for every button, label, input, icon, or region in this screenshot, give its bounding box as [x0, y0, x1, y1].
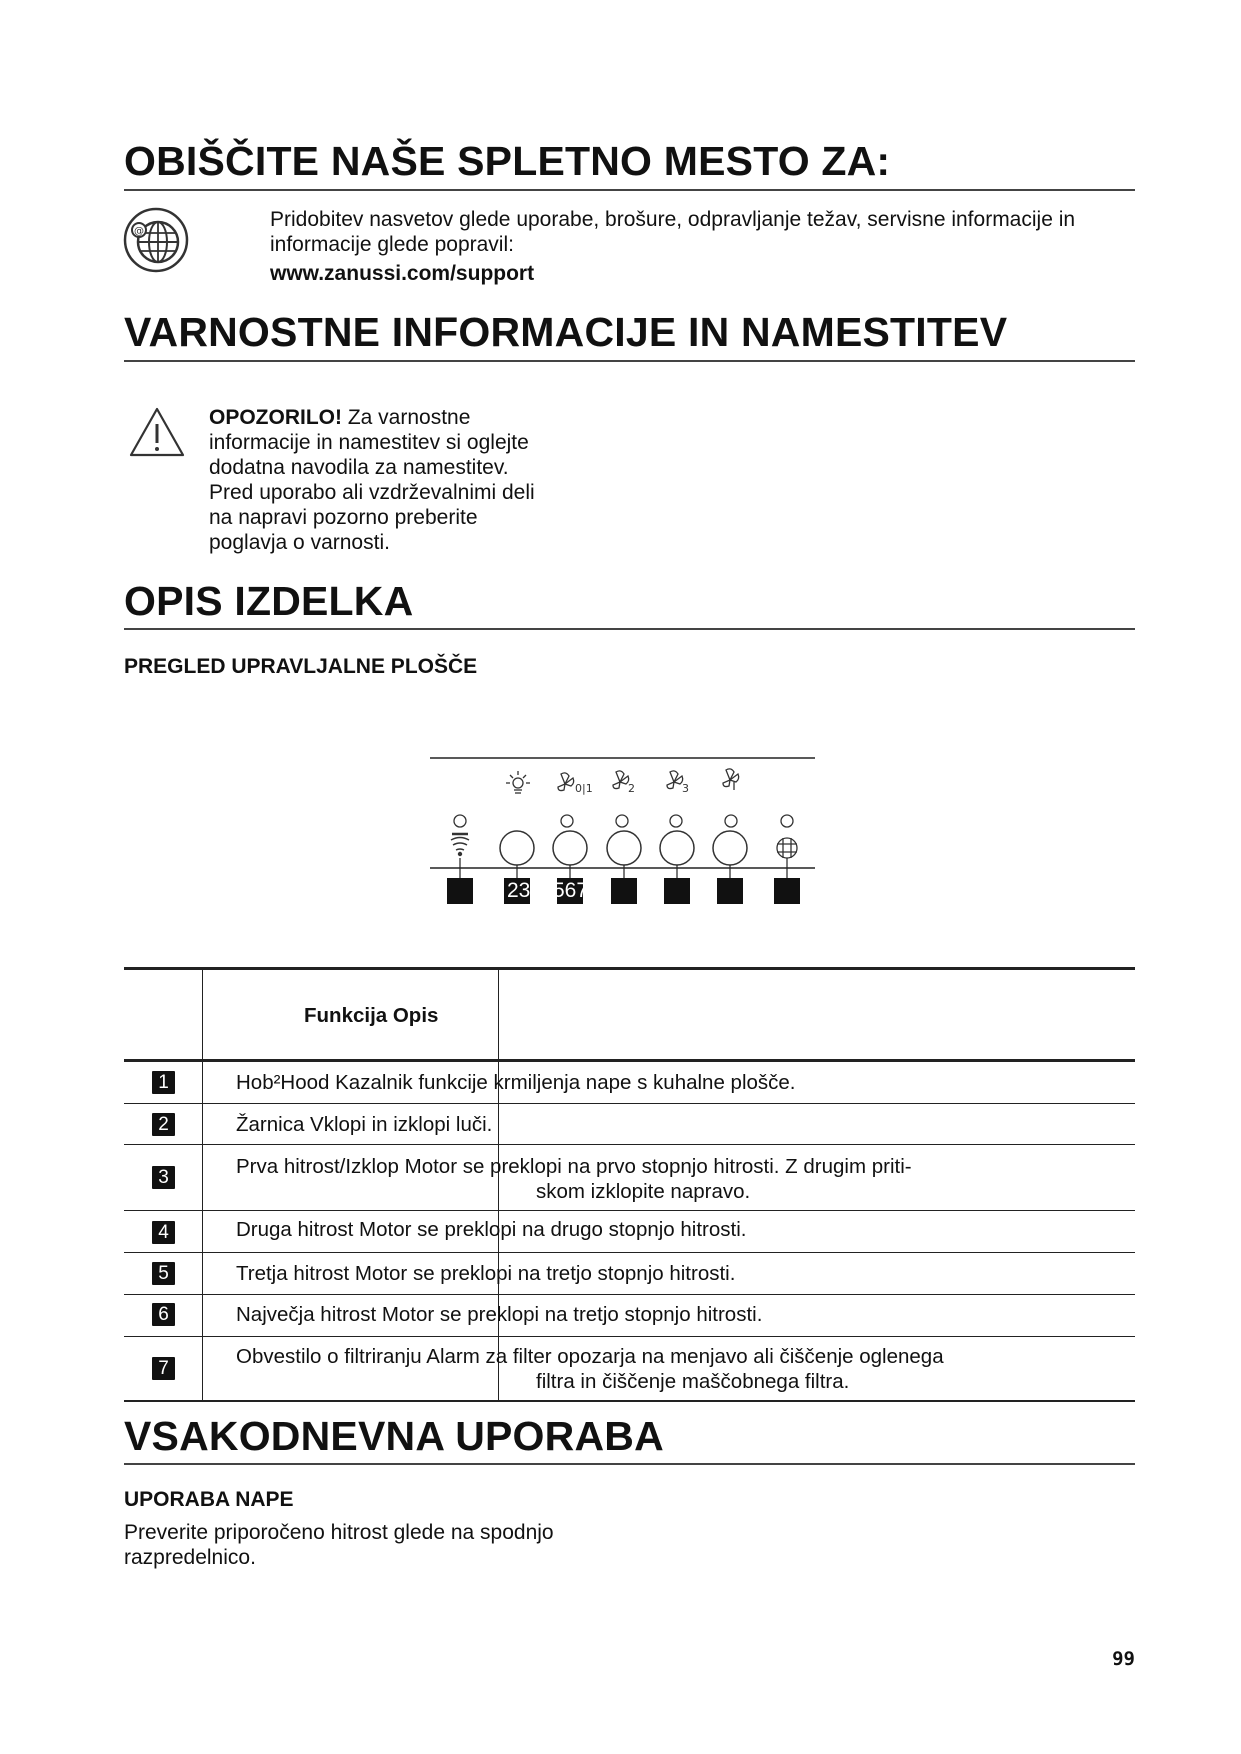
globe-web-icon [122, 206, 190, 274]
heading-rule [124, 360, 1135, 362]
row-number-badge: 2 [152, 1113, 175, 1136]
daily-use-line: Preverite priporočeno hitrost glede na spodnjo [124, 1521, 554, 1544]
svg-text:2: 2 [628, 782, 635, 795]
callout-box [447, 878, 473, 904]
heading-safety: VARNOSTNE INFORMACIJE IN NAMESTITEV [124, 309, 1008, 355]
callout-label: 567 [553, 879, 589, 902]
warning-line: Pred uporabo ali vzdrževalnimi deli [209, 481, 535, 504]
support-url[interactable]: www.zanussi.com/support [270, 262, 535, 285]
heading-rule [124, 628, 1135, 630]
daily-use-line: razpredelnico. [124, 1546, 256, 1569]
led-indicator [725, 815, 737, 827]
table-row: Žarnica Vklopi in izklopi luči. [236, 1113, 493, 1136]
led-indicator [561, 815, 573, 827]
row-number-badge: 6 [152, 1303, 175, 1326]
table-row-continuation: skom izklopite napravo. [536, 1180, 751, 1203]
fan-3-icon [667, 771, 689, 795]
warning-label: OPOZORILO! [209, 406, 342, 429]
warning-line: na napravi pozorno preberite [209, 506, 478, 529]
subheading-control-panel: PREGLED UPRAVLJALNE PLOŠČE [124, 655, 478, 678]
row-number-badge: 5 [152, 1262, 175, 1285]
svg-text:3: 3 [682, 782, 689, 795]
row-number-badge: 3 [152, 1166, 175, 1189]
heading-rule [124, 189, 1135, 191]
control-panel-diagram [425, 750, 820, 910]
light-button [500, 831, 534, 865]
led-indicator [670, 815, 682, 827]
table-row: Druga hitrost Motor se preklopi na drugo stopnjo hitrosti. [236, 1218, 747, 1241]
heading-visit-website: OBIŠČITE NAŠE SPLETNO MESTO ZA: [124, 138, 891, 184]
daily-use-text [124, 1520, 554, 1570]
svg-text:0|1: 0|1 [575, 782, 593, 795]
subheading-hood-use: UPORABA NAPE [124, 1488, 294, 1511]
warning-triangle-icon [128, 406, 186, 458]
hob2hood-icon [451, 834, 469, 856]
warning-line: poglavja o varnosti. [209, 531, 390, 554]
speed-3-button [660, 831, 694, 865]
row-number-badge: 7 [152, 1357, 175, 1380]
page-number: 99 [1112, 1648, 1135, 1670]
callout-label: 23 [507, 879, 531, 902]
row-number-badge: 1 [152, 1071, 175, 1094]
table-row-continuation: filtra in čiščenje maščobnega filtra. [536, 1370, 850, 1393]
bulb-icon [506, 771, 530, 793]
svg-text:@: @ [134, 226, 144, 237]
heading-daily-use: VSAKODNEVNA UPORABA [124, 1413, 664, 1459]
table-row: Prva hitrost/Izklop Motor se preklopi na prvo stopnjo hitrosti. Z drugim priti- [236, 1155, 912, 1178]
function-table [124, 967, 1135, 1407]
led-indicator [781, 815, 793, 827]
led-indicator [616, 815, 628, 827]
boost-button [713, 831, 747, 865]
warning-line: dodatna navodila za namestitev. [209, 456, 509, 479]
table-row: Tretja hitrost Motor se preklopi na tretjo stopnjo hitrosti. [236, 1262, 736, 1285]
warning-text [209, 405, 535, 555]
heading-rule [124, 1463, 1135, 1465]
callout-box [611, 878, 637, 904]
fan-0-1-icon [558, 773, 593, 795]
row-number-badge: 4 [152, 1221, 175, 1244]
filter-grid-icon [777, 838, 797, 858]
warning-line: informacije in namestitev si oglejte [209, 431, 529, 454]
warning-line: Za varnostne [347, 406, 471, 429]
table-row: Obvestilo o filtriranju Alarm za filter opozarja na menjavo ali čiščenje oglenega [236, 1345, 944, 1368]
visit-description: Pridobitev nasvetov glede uporabe, brošure, odpravljanje težav, servisne informacije in informacije glede popravil: [270, 208, 1076, 256]
table-header: Funkcija Opis [304, 1004, 439, 1027]
heading-product-description: OPIS IZDELKA [124, 578, 414, 624]
fan-2-icon [613, 771, 635, 795]
table-row: Največja hitrost Motor se preklopi na tretjo stopnjo hitrosti. [236, 1303, 763, 1326]
callout-box [717, 878, 743, 904]
speed-2-button [607, 831, 641, 865]
led-indicator [454, 815, 466, 827]
table-row: Hob²Hood Kazalnik funkcije krmiljenja nape s kuhalne plošče. [236, 1071, 796, 1094]
callout-box [664, 878, 690, 904]
callout-box [774, 878, 800, 904]
fan-boost-icon [723, 769, 739, 790]
speed-1-button [553, 831, 587, 865]
